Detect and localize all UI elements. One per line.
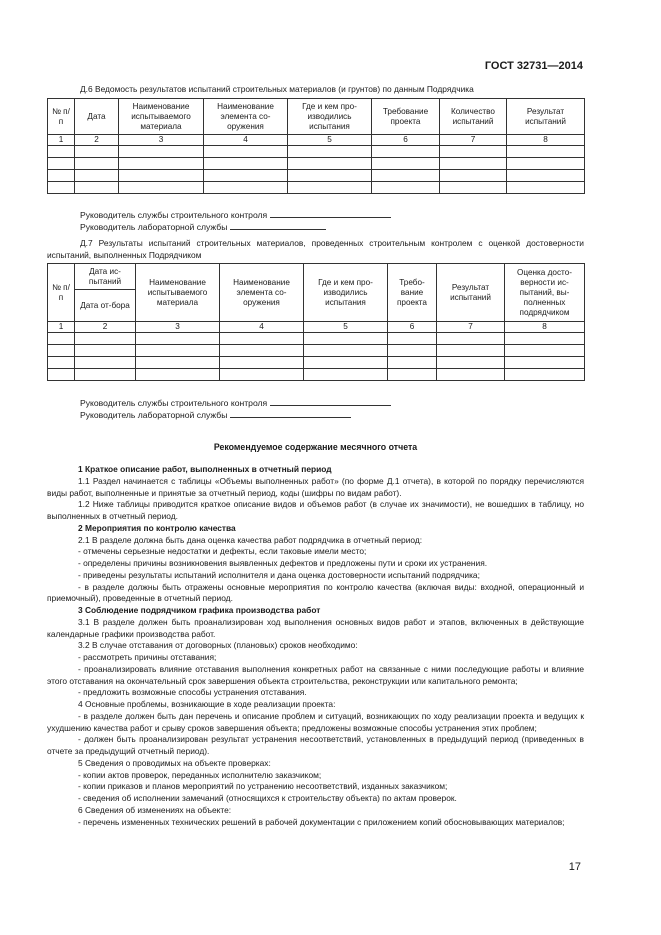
table-d6-col-material: Наименование испытываемого материала xyxy=(119,99,204,135)
table-d7-num-cell: 6 xyxy=(388,322,437,333)
table-d6-num-cell: 6 xyxy=(372,135,440,146)
table-d7-col-sample-date: Дата от-бора xyxy=(75,290,136,322)
table-d6-num-cell: 1 xyxy=(48,135,75,146)
table-d7-num-cell: 8 xyxy=(505,322,585,333)
table-d7-num-cell: 5 xyxy=(304,322,388,333)
report-paragraph: - сведения об исполнении замечаний (относящихся к строительству объекта) по актам проверок. xyxy=(78,793,457,803)
table-d7-col-where: Где и кем про-изводились испытания xyxy=(304,264,388,322)
table-d6-num-cell: 5 xyxy=(288,135,372,146)
report-paragraph: 3.1 В разделе должен быть проанализирован ход выполнения основных видов работ и этапов, включенных в действующие календарные графики производства работ. xyxy=(47,616,584,639)
table-row xyxy=(48,357,585,369)
table-row xyxy=(48,158,585,170)
report-section-title: Рекомендуемое содержание месячного отчета xyxy=(213,442,418,452)
table-d7-num-cell: 4 xyxy=(220,322,304,333)
table-d6-num-cell: 4 xyxy=(204,135,288,146)
table-d7-col-material: Наименование испытываемого материала xyxy=(136,264,220,322)
table-d6-col-count: Количество испытаний xyxy=(440,99,507,135)
signature-label: Руководитель службы строительного контроля xyxy=(80,398,268,408)
report-heading: 1 Краткое описание работ, выполненных в отчетный период xyxy=(78,464,332,474)
signature-label: Руководитель службы строительного контроля xyxy=(80,210,268,220)
standard-header: ГОСТ 32731—2014 xyxy=(484,60,583,72)
table-d7-num-cell: 1 xyxy=(48,322,75,333)
signature-line xyxy=(230,220,326,230)
report-paragraph: 3.2 В случае отставания от договорных (плановых) сроков необходимо: xyxy=(78,640,358,651)
report-paragraph: - должен быть проанализирован результат устранения несоответствий, установленных в предыдущий период (приведенных в отчете за предыдущий отчетный период). xyxy=(47,734,584,756)
report-paragraph: 2.1 В разделе должна быть дана оценка качества работ подрядчика в отчетный период: xyxy=(78,534,423,545)
signature-line xyxy=(230,408,351,418)
report-paragraph: 1.2 Ниже таблицы приводится краткое описание видов и объемов работ (в случае их значимости), не вошедших в таблицу, но выполненных в отчетный период. xyxy=(47,499,584,521)
table-d7-col-assessment: Оценка досто-верности ис-пытаний, вы-полненных подрядчиком xyxy=(505,264,585,322)
table-d7-col-num: № п/п xyxy=(48,264,75,322)
page-number: 17 xyxy=(568,861,581,873)
table-row xyxy=(48,333,585,345)
report-paragraph: 1.1 Раздел начинается с таблицы «Объемы выполненных работ» (по форме Д.1 отчета), в которой по порядку перечисляются виды работ, выполненные и принятые за отчетный период, коды (шифры по видам работ). xyxy=(47,475,584,498)
table-d7-number-row xyxy=(48,322,585,333)
report-paragraph: - определены причины возникновения выявленных дефектов и предложены пути и сроки их устранения. xyxy=(78,558,488,568)
table-d7-col-result: Результат испытаний xyxy=(437,264,505,322)
table-d7-col-test-date: Дата ис-пытаний xyxy=(75,264,136,290)
report-paragraph: - приведены результаты испытаний исполнителя и дана оценка достоверности испытаний подрядчика; xyxy=(78,569,480,580)
table-row xyxy=(48,146,585,158)
table-d6-col-date: Дата xyxy=(75,99,119,135)
report-heading: 3 Соблюдение подрядчиком графика производства работ xyxy=(78,605,321,615)
table-d6 xyxy=(47,98,585,194)
report-paragraph: - в разделе должен быть дан перечень и описание проблем и ситуаций, возникающих по ходу реализации проекта и ведущих к ухудшению качества работ и срыву сроков завершения объекта; предложены возможные способы устранения этих проблем; xyxy=(47,710,584,733)
table-d6-header-row xyxy=(48,99,585,135)
report-paragraph: - проанализировать влияние отставания выполнения конкретных работ на связанные с ними последующие работы и влияние этого отставания на окончательный срок завершения объекта строительства, реконструкции или капитального ремонта; xyxy=(47,663,584,686)
report-body xyxy=(47,464,584,828)
signature-line xyxy=(270,396,391,406)
report-paragraph: - предложить возможные способы устранения отставания. xyxy=(78,687,307,698)
table-d6-number-row xyxy=(48,135,585,146)
table-row xyxy=(48,170,585,182)
table-d7-caption: Д.7 Результаты испытаний строительных материалов, проведенных строительным контролем с оценкой достоверности испытаний, выполненных Подрядчиком xyxy=(47,238,584,260)
table-d6-col-num: № п/п xyxy=(48,99,75,135)
report-paragraph: 4 Основные проблемы, возникающие в ходе реализации проекта: xyxy=(78,699,336,709)
signature-label: Руководитель лабораторной службы xyxy=(80,410,228,420)
table-d6-col-result: Результат испытаний xyxy=(507,99,585,135)
table-d7-col-requirement: Требо-вание проекта xyxy=(388,264,437,322)
signature-lab-2 xyxy=(80,408,351,421)
report-paragraph: - копии актов проверок, переданных исполнителю заказчиком; xyxy=(78,769,322,780)
table-d6-col-requirement: Требование проекта xyxy=(372,99,440,135)
table-row xyxy=(48,369,585,381)
table-d7-col-element: Наименование элемента со-оружения xyxy=(220,264,304,322)
table-d7-num-cell: 2 xyxy=(75,322,136,333)
report-heading: 2 Мероприятия по контролю качества xyxy=(78,522,236,533)
signature-label: Руководитель лабораторной службы xyxy=(80,222,228,232)
table-d6-num-cell: 7 xyxy=(440,135,507,146)
report-paragraph: - копии приказов и планов мероприятий по устранению несоответствий, изданных заказчиком; xyxy=(78,781,448,792)
table-d6-col-element: Наименование элемента со-оружения xyxy=(204,99,288,135)
report-paragraph: 5 Сведения о проводимых на объекте проверках: xyxy=(78,757,271,768)
table-d7-num-cell: 7 xyxy=(437,322,505,333)
table-d6-num-cell: 2 xyxy=(75,135,119,146)
table-row xyxy=(48,345,585,357)
table-d6-col-where: Где и кем про-изводились испытания xyxy=(288,99,372,135)
table-d6-caption: Д.6 Ведомость результатов испытаний строительных материалов (и грунтов) по данным Подрядчика xyxy=(80,84,474,94)
table-d6-num-cell: 8 xyxy=(507,135,585,146)
report-paragraph: 6 Сведения об изменениях на объекте: xyxy=(78,804,232,815)
signature-line xyxy=(270,208,391,218)
table-d7 xyxy=(47,263,585,381)
report-paragraph: - рассмотреть причины отставания; xyxy=(78,652,217,662)
table-d6-num-cell: 3 xyxy=(119,135,204,146)
table-d7-num-cell: 3 xyxy=(136,322,220,333)
signature-lab-1 xyxy=(80,220,326,233)
report-paragraph: - перечень измененных технических решений в рабочей документации с приложением копий обосновывающих материалов; xyxy=(78,816,565,827)
table-row xyxy=(48,182,585,194)
report-paragraph: - отмечены серьезные недостатки и дефекты, если таковые имели место; xyxy=(78,546,367,557)
report-paragraph: - в разделе должны быть отражены основные мероприятия по контролю качества (включая виды: входной, операционный и приемочный), проведенные в отчетный период. xyxy=(47,581,584,604)
